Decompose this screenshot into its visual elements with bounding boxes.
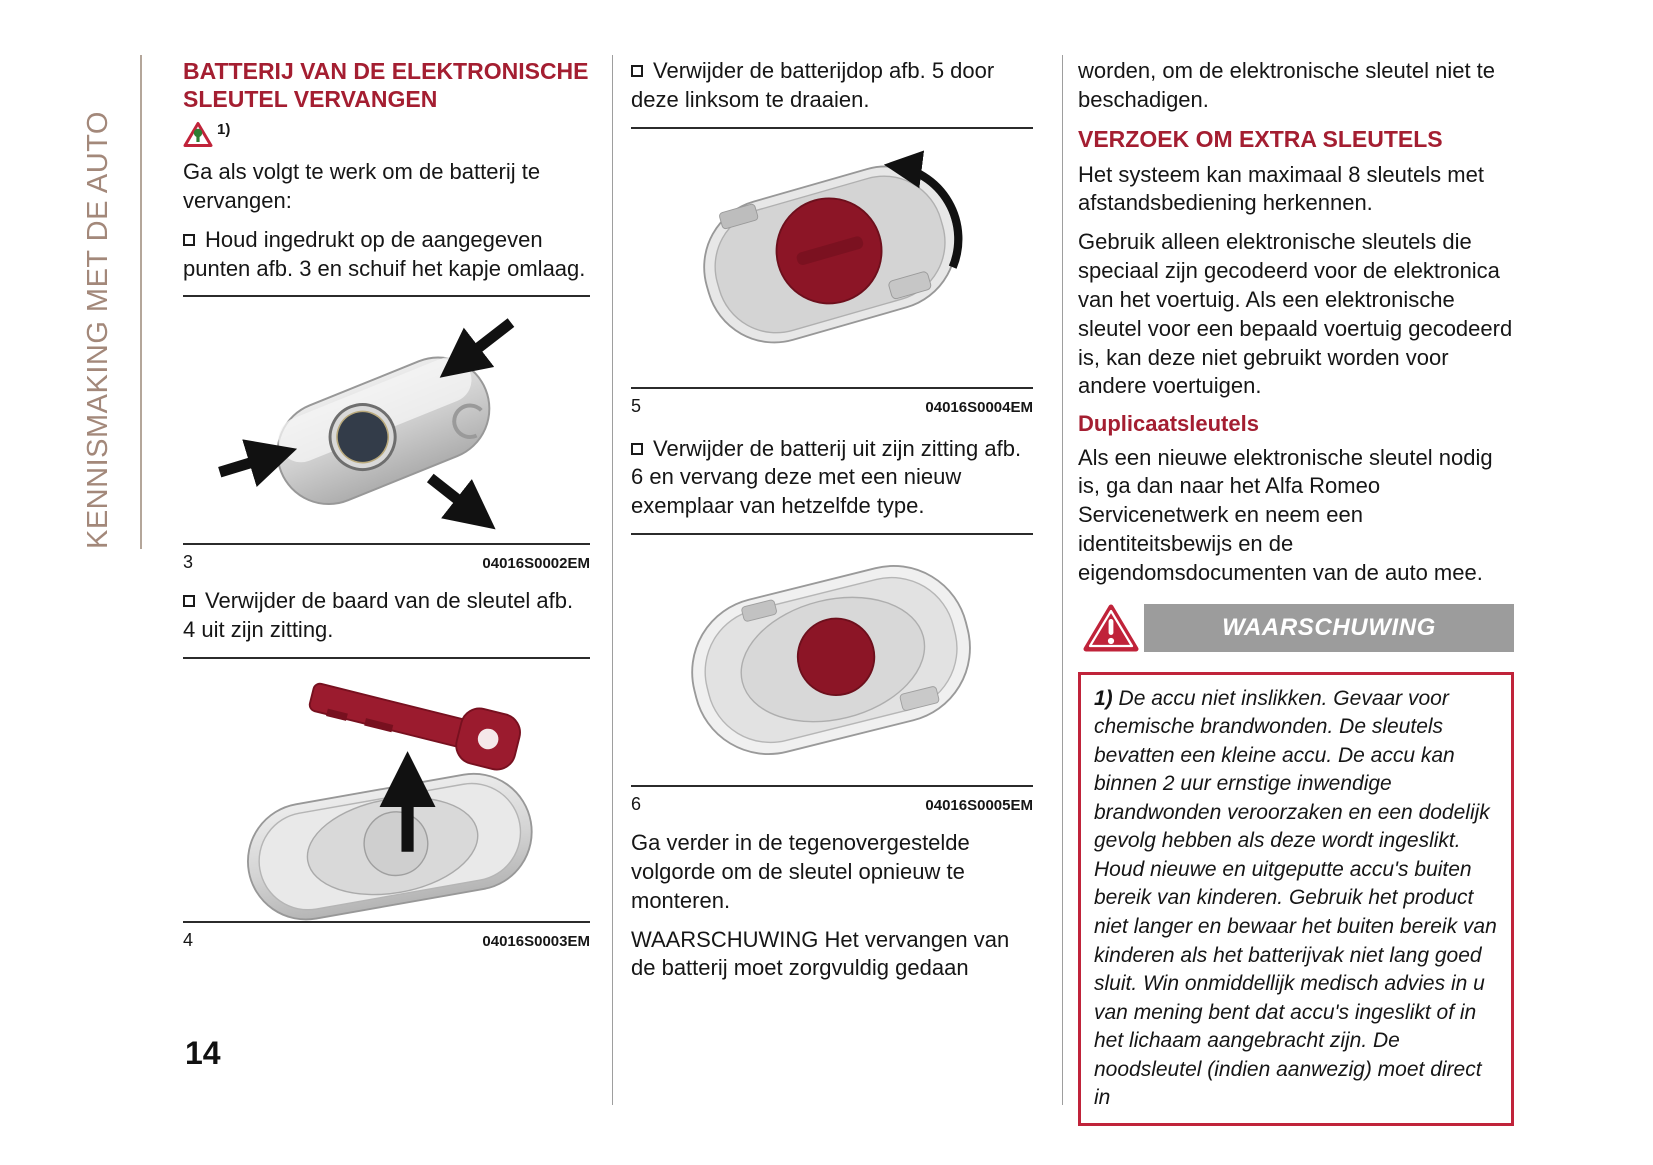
warning-note-number: 1): [1094, 686, 1113, 710]
warning-banner-bar: [1144, 604, 1514, 652]
warning-note-text: De accu niet inslikken. Gevaar voor chemische brandwonden. De sleutels bevatten een kleine accu. De accu kan binnen 2 uur ernstige inwendige brandwonden veroorzaken en een dodelijk gevolg hebben als deze wordt ingeslikt. Houd nieuwe en uitgeputte accu's buiten bereik van kinderen. Gebruik het product niet langer en bewaar het buiten bereik van kinderen als het batterijvak niet lang goed sluit. Win onmiddellijk medisch advies in u van mening bent dat accu's ingeslikt of in het lichaam aangebracht zijn. De noodsleutel (indien aanwezig) moet direct in: [1094, 686, 1497, 1110]
paragraph: Het systeem kan maximaal 8 sleutels met afstandsbediening herkennen.: [1078, 161, 1484, 216]
step-text: Houd ingedrukt op de aangegeven punten afb. 3 en schuif het kapje omlaag.: [183, 226, 586, 281]
paragraph: Als een nieuwe elektronische sleutel nodig is, ga dan naar het Alfa Romeo Servicenetwerk en neem een identiteitsbewijs en de eigendomsdocumenten van de auto mee.: [1078, 444, 1493, 585]
chapter-title-vertical: KENNISMAKING MET DE AUTO: [82, 111, 114, 549]
step-text: Verwijder de baard van de sleutel afb. 4 uit zijn zitting.: [183, 588, 574, 643]
intro-paragraph: Ga als volgt te werk om de batterij te vervangen:: [183, 159, 541, 213]
key-fob-cover-removal-image: [183, 297, 590, 543]
step-text: Verwijder de batterij uit zijn zitting afb. 6 en vervang deze met een nieuw exemplaar van hetzelfde type.: [631, 435, 1022, 519]
step-item: [183, 587, 590, 645]
figure-3: [183, 295, 590, 573]
column-1: [183, 57, 590, 965]
chapter-sidebar: [84, 55, 113, 549]
warning-inline-paragraph: WAARSCHUWING Het vervangen van de batterij moet zorgvuldig gedaan: [631, 926, 1010, 981]
column-3: [1078, 57, 1514, 1126]
battery-in-seat-image: [631, 535, 1033, 785]
step-text: Verwijder de batterijdop afb. 5 door deze linksom te draaien.: [631, 58, 995, 112]
figure-caption: [631, 389, 1033, 417]
section-heading-extra-keys: VERZOEK OM EXTRA SLEUTELS: [1078, 125, 1443, 152]
key-blade-removal-image: [183, 659, 590, 921]
figure-number: 4: [183, 929, 194, 950]
warning-triangle-icon: [1083, 603, 1139, 653]
figure-number: 6: [631, 794, 642, 815]
figure-number: 5: [631, 395, 642, 416]
figure-code: 04016S0003EM: [482, 932, 590, 950]
column-2: [631, 57, 1033, 993]
figure-caption: [183, 545, 590, 573]
step-item: [631, 435, 1033, 521]
figure-5: [631, 127, 1033, 417]
figure-number: 3: [183, 552, 194, 573]
footnote-number: 1): [217, 121, 231, 139]
battery-cap-rotation-image: [631, 129, 1033, 387]
continuation-paragraph: worden, om de elektronische sleutel niet te beschadigen.: [1078, 58, 1496, 112]
paragraph: Gebruik alleen elektronische sleutels die speciaal zijn gecodeerd voor de elektronica van het voertuig. Als een elektronische sleutel voor een bepaald voertuig gecodeerd is, kan deze niet gebruikt worden voor andere voertuigen.: [1078, 229, 1513, 399]
figure-code: 04016S0004EM: [925, 398, 1033, 416]
square-bullet-icon: [631, 65, 643, 77]
footnote-reference-row: [183, 121, 590, 148]
figure-caption: [631, 787, 1033, 815]
sidebar-rule: [140, 55, 142, 549]
column-divider-2: [1062, 55, 1063, 1105]
warning-banner-title: WAARSCHUWING: [1222, 613, 1436, 641]
square-bullet-icon: [631, 443, 643, 455]
warning-banner: [1078, 604, 1514, 652]
square-bullet-icon: [183, 234, 195, 246]
figure-6: [631, 533, 1033, 815]
column-divider-1: [612, 55, 613, 1105]
step-item: [631, 57, 1033, 115]
figure-caption: [183, 923, 590, 951]
square-bullet-icon: [183, 595, 195, 607]
step-item: [183, 226, 590, 284]
page-number: 14: [185, 1035, 221, 1071]
subheading-duplicate-keys: Duplicaatsleutels: [1078, 411, 1259, 437]
warning-note-box: [1078, 672, 1514, 1126]
figure-code: 04016S0005EM: [925, 797, 1033, 815]
section-heading: BATTERIJ VAN DE ELEKTRONISCHE SLEUTEL VERVANGEN: [183, 58, 589, 113]
warning-icon-cell: [1078, 604, 1144, 652]
warning-footnote-icon: [183, 121, 213, 148]
reassembly-paragraph: Ga verder in de tegenovergestelde volgorde om de sleutel opnieuw te monteren.: [631, 830, 970, 913]
figure-4: [183, 657, 590, 951]
figure-code: 04016S0002EM: [482, 555, 590, 573]
